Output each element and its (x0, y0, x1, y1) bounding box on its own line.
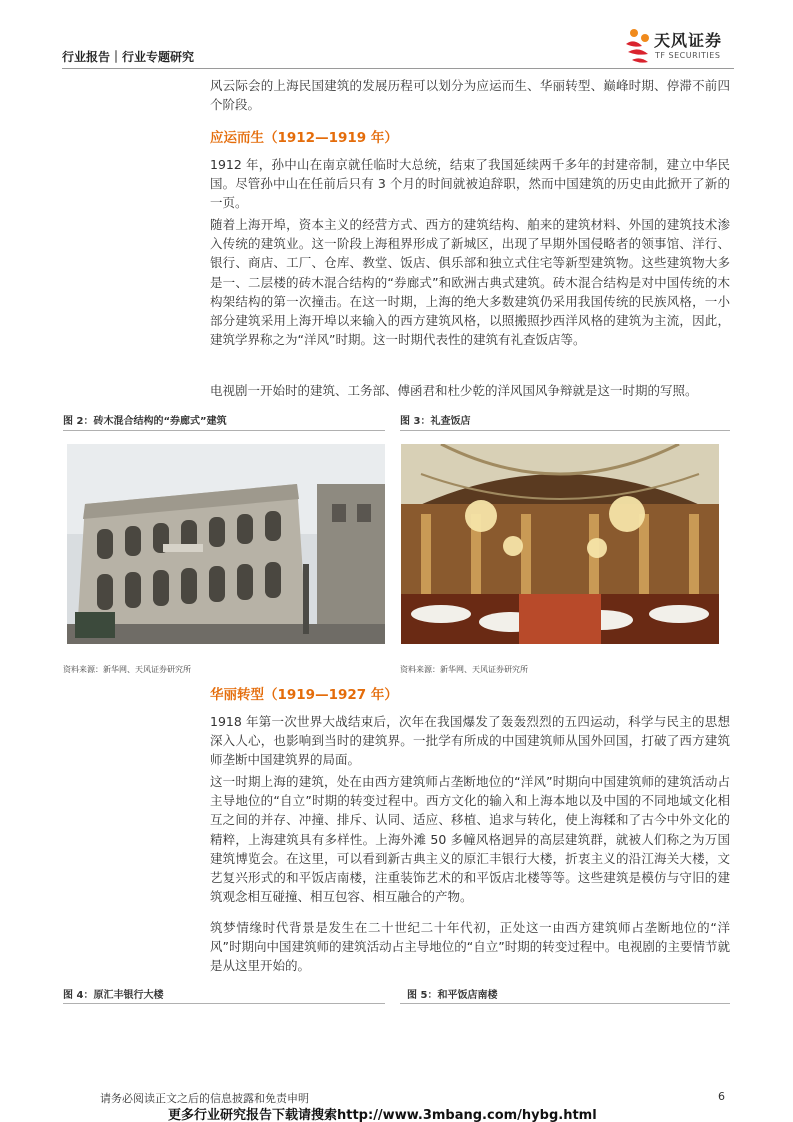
section-heading-1: 应运而生（1912—1919 年） (210, 130, 398, 146)
section2-paragraph-3: 筑梦情缘时代背景是发生在二十世纪二十年代初，正处这一由西方建筑师占垄断地位的“洋风”时期向中国建筑师的建筑活动占主导地位的“自立”时期的转变过程中。电视剧的主要情节就是从这里开始的。 (210, 920, 730, 974)
logo-text-cn: 天风证券 (654, 31, 723, 50)
section1-paragraph-1: 1912 年，孙中山在南京就任临时大总统，结束了我国延续两千多年的封建帝制，建立中华民国。尽管孙中山在任前后只有 3 个月的时间就被迫辞职，然而中国建筑的历史由此掀开了新的一页。 (210, 157, 730, 211)
figure-2-caption: 图 2：砖木混合结构的“券廊式”建筑 (63, 416, 227, 427)
page-number: 6 (718, 1090, 725, 1103)
section2-paragraph-2: 这一时期上海的建筑，处在由西方建筑师占垄断地位的“洋风”时期向中国建筑师的建筑活动占主导地位的“自立”时期的转变过程中。西方文化的输入和上海本地以及中国的不同地域文化相互之间的并存、冲撞、排斥、认同、适应、移植、追求与转化，使上海糅和了古今中外文化的精粹，上海建筑具有多样性。上海外滩 50 多幢风格迥异的高层建筑群，就被人们称之为万国建筑博览会。在这里，可以看到新古典主义的原汇丰银行大楼，折衷主义的沿江海关大楼，文艺复兴形式的和平饭店南楼，注重装饰艺术的和平饭店北楼等等。这些建筑是模仿与守旧的建筑观念相互碰撞、相互包容、相互融合的产物。 (210, 774, 730, 905)
intro-paragraph: 风云际会的上海民国建筑的发展历程可以划分为应运而生、华丽转型、巅峰时期、停滞不前四个阶段。 (210, 78, 730, 113)
figure-3-source: 资料来源：新华网、天风证券研究所 (400, 665, 528, 674)
section2-paragraph-1: 1918 年第一次世界大战结束后，次年在我国爆发了轰轰烈烈的五四运动，科学与民主的思想深入人心，也影响到当时的建筑界。一批学有所成的中国建筑师从国外回国，打破了西方建筑师垄断中国建筑界的局面。 (210, 714, 730, 768)
figure-2-rule (63, 430, 385, 431)
page-header (62, 31, 734, 70)
tf-securities-logo (622, 26, 734, 70)
footer-download-link[interactable]: 更多行业研究报告下载请搜索http://www.3mbang.com/hybg.html (168, 1108, 597, 1122)
footer-disclaimer: 请务必阅读正文之后的信息披露和免责申明 (100, 1092, 309, 1105)
report-category: 行业报告｜行业专题研究 (62, 50, 195, 64)
figure-4-rule (63, 1003, 385, 1004)
figure-3-caption: 图 3：礼查饭店 (400, 416, 471, 427)
logo-mark-icon (622, 26, 654, 68)
section1-paragraph-2: 随着上海开埠，资本主义的经营方式、西方的建筑结构、舶来的建筑材料、外国的建筑技术渗入传统的建筑业。这一阶段上海租界形成了新城区，出现了早期外国侵略者的领事馆、洋行、银行、商店、工厂、仓库、教堂、饭店、俱乐部和独立式住宅等新型建筑物。这些建筑物大多是一、二层楼的砖木混合结构的“券廊式”和欧洲古典式建筑。砖木混合结构是对中国传统的木构架结构的第一次撞击。在这一时期，上海的绝大多数建筑仍采用我国传统的民族风格，一小部分建筑采用上海开埠以来输入的西方建筑风格，以照搬照抄西洋风格的建筑为主流，因此，建筑学界称之为“洋风”时期。这一时期代表性的建筑有礼查饭店等。 (210, 217, 730, 348)
figure-4-caption: 图 4：原汇丰银行大楼 (63, 990, 164, 1001)
section1-paragraph-3: 电视剧一开始时的建筑、工务部、傅函君和杜少乾的洋风国风争辩就是这一时期的写照。 (210, 383, 698, 398)
figure-5-rule (400, 1003, 730, 1004)
figure-3-photo (401, 444, 719, 644)
figure-2-photo (67, 444, 385, 644)
section-heading-2: 华丽转型（1919—1927 年） (210, 687, 398, 703)
figure-5-caption: 图 5：和平饭店南楼 (407, 990, 498, 1001)
figure-2-source: 资料来源：新华网、天风证券研究所 (63, 665, 191, 674)
figure-3-rule (400, 430, 730, 431)
logo-text-en: TF SECURITIES (655, 51, 721, 60)
